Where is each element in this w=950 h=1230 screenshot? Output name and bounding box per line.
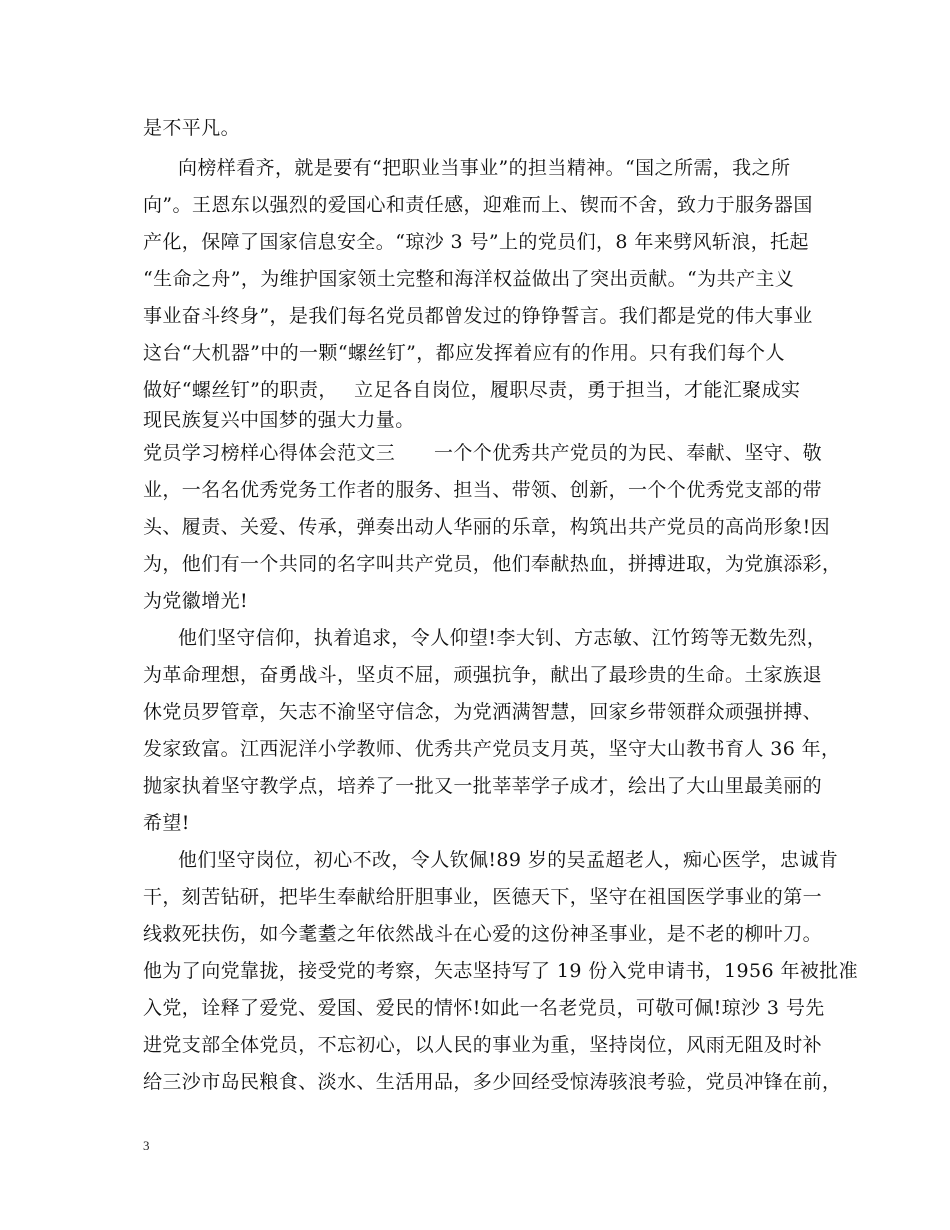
section-heading-line: 党员学习榜样心得体会范文三 一个个优秀共产党员的为民、奉献、坚守、敬 bbox=[143, 442, 823, 464]
text-line: 入党，诠释了爱党、爱国、爱民的情怀!如此一名老党员，可敬可佩!琼沙 3 号先 bbox=[143, 997, 825, 1019]
text-line: 干，刻苦钻研，把毕生奉献给肝胆事业，医德天下，坚守在祖国医学事业的第一 bbox=[143, 886, 823, 908]
text-line: 为党徽增光! bbox=[143, 590, 249, 612]
text-line: 给三沙市岛民粮食、淡水、生活用品，多少回经受惊涛骇浪考验，党员冲锋在前， bbox=[143, 1071, 842, 1093]
text-line: 希望! bbox=[143, 812, 190, 834]
text-line: 发家致富。江西泥洋小学教师、优秀共产党员支月英，坚守大山教书育人 36 年， bbox=[143, 738, 841, 760]
text-line: 向榜样看齐，就是要有“把职业当事业”的担当精神。“国之所需，我之所 bbox=[178, 157, 791, 179]
text-line: “生命之舟”，为维护国家领土完整和海洋权益做出了突出贡献。“为共产主义 bbox=[143, 268, 795, 290]
text-line: 向”。王恩东以强烈的爱国心和责任感，迎难而上、锲而不舍，致力于服务器国 bbox=[143, 194, 813, 216]
text-line: 是不平凡。 bbox=[143, 117, 241, 139]
text-line: 抛家执着坚守教学点，培养了一批又一批莘莘学子成才，绘出了大山里最美丽的 bbox=[143, 775, 823, 797]
text-line: 产化，保障了国家信息安全。“琼沙 3 号”上的党员们，8 年来劈风斩浪，托起 bbox=[143, 231, 809, 253]
text-line: 头、履责、关爱、传承，弹奏出动人华丽的乐章，构筑出共产党员的高尚形象!因 bbox=[143, 516, 831, 538]
text-line: 这台“大机器”中的一颗“螺丝钉”，都应发挥着应有的作用。只有我们每个人 bbox=[143, 342, 785, 364]
text-line: 事业奋斗终身”，是我们每名党员都曾发过的铮铮誓言。我们都是党的伟大事业 bbox=[143, 305, 813, 327]
text-line: 现民族复兴中国梦的强大力量。 bbox=[143, 409, 415, 431]
text-line: 为革命理想，奋勇战斗，坚贞不屈，顽强抗争，献出了最珍贵的生命。土家族退 bbox=[143, 664, 823, 686]
text-line: 线救死扶伤，如今耄耋之年依然战斗在心爱的这份神圣事业，是不老的柳叶刀。 bbox=[143, 923, 823, 945]
page-number: 3 bbox=[143, 1138, 150, 1153]
text-line: 他们坚守信仰，执着追求，令人仰望!李大钊、方志敏、江竹筠等无数先烈， bbox=[178, 627, 827, 649]
text-line: 为，他们有一个共同的名字叫共产党员，他们奉献热血，拼搏进取，为党旗添彩， bbox=[143, 553, 842, 575]
text-line: 进党支部全体党员，不忘初心，以人民的事业为重，坚持岗位，风雨无阻及时补 bbox=[143, 1034, 823, 1056]
text-line: 他为了向党靠拢，接受党的考察，矢志坚持写了 19 份入党申请书，1956 年被批准 bbox=[143, 960, 859, 982]
text-line: 做好“螺丝钉”的职责， 立足各自岗位，履职尽责，勇于担当，才能汇聚成实 bbox=[143, 379, 801, 401]
text-line: 休党员罗管章，矢志不渝坚守信念，为党洒满智慧，回家乡带领群众顽强拼搏、 bbox=[143, 701, 823, 723]
text-line: 他们坚守岗位，初心不改，令人钦佩!89 岁的吴孟超老人，痴心医学，忠诚肯 bbox=[178, 849, 839, 871]
text-line: 业，一名名优秀党务工作者的服务、担当、带领、创新，一个个优秀党支部的带 bbox=[143, 479, 823, 501]
